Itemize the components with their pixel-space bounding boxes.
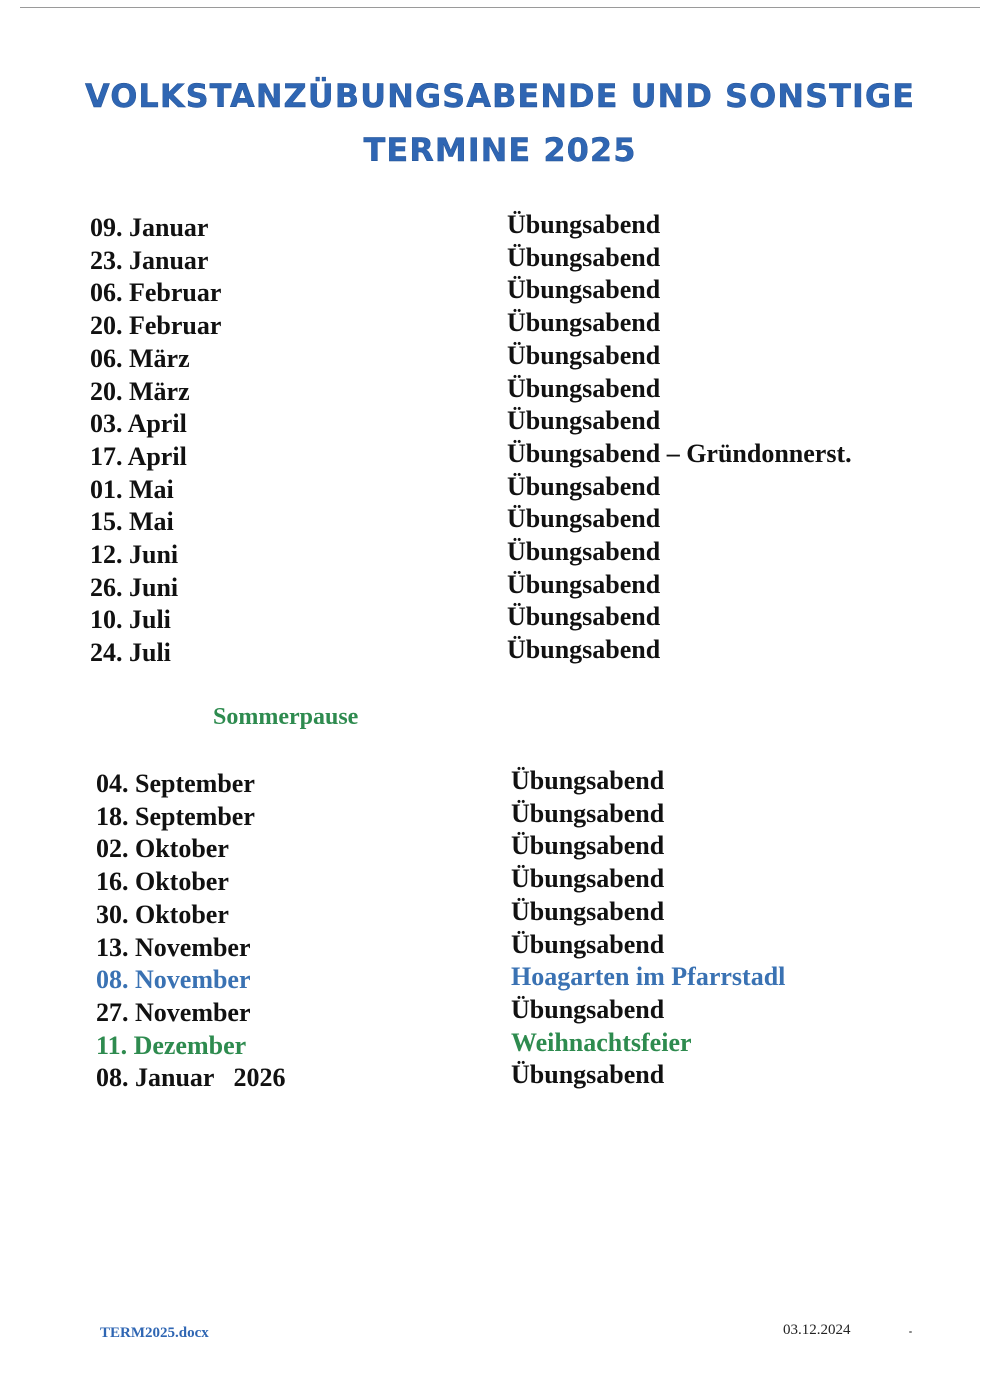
schedule-row: [0, 767, 1000, 800]
schedule-event: Übungsabend: [507, 537, 661, 566]
schedule-row: [0, 211, 1000, 244]
schedule-event: Übungsabend: [511, 798, 665, 828]
schedule-event: Übungsabend: [507, 569, 661, 599]
schedule-row: [0, 996, 1000, 1029]
schedule-date: 04. September: [96, 769, 255, 798]
schedule-date: 24. Juli: [90, 638, 171, 668]
schedule-date: 30. Oktober: [96, 899, 229, 929]
summer-break-label: Sommerpause: [213, 704, 359, 730]
schedule-row: [0, 473, 1000, 506]
schedule-row: [0, 636, 1000, 669]
schedule-event: Übungsabend: [507, 373, 661, 403]
schedule-event: Übungsabend: [507, 635, 661, 665]
schedule-date: 23. Januar: [90, 245, 209, 275]
schedule-event: Übungsabend – Gründonnerst.: [507, 438, 852, 468]
schedule-event: Übungsabend: [511, 1060, 665, 1090]
schedule-row: [0, 505, 1000, 538]
schedule-row: [0, 571, 1000, 604]
schedule-date: 10. Juli: [90, 605, 171, 635]
schedule-date: 12. Juni: [90, 540, 179, 569]
page-title-line2: TERMINE 2025: [363, 131, 637, 169]
schedule-row: [0, 342, 1000, 375]
schedule-row: [0, 865, 1000, 898]
schedule-row: [0, 800, 1000, 833]
schedule-row: [0, 440, 1000, 473]
footer-filename: TERM2025.docx: [100, 1325, 209, 1341]
schedule-date: 02. Oktober: [96, 834, 229, 864]
schedule-row: [0, 538, 1000, 571]
schedule-row: [0, 276, 1000, 309]
schedule-event: Übungsabend: [507, 340, 661, 370]
schedule-row: [0, 898, 1000, 931]
schedule-date: 15. Mai: [90, 507, 174, 537]
schedule-event: Übungsabend: [511, 896, 665, 926]
schedule-event: Übungsabend: [507, 275, 661, 305]
schedule-date: 17. April: [90, 441, 187, 471]
schedule-event: Übungsabend: [507, 471, 661, 501]
schedule-row: [0, 931, 1000, 964]
schedule-date: 27. November: [96, 997, 251, 1027]
schedule-date: 06. März: [90, 343, 190, 373]
schedule-row: [0, 832, 1000, 865]
schedule-date: 03. April: [90, 409, 187, 439]
footer-date: 03.12.2024: [783, 1322, 851, 1338]
scan-speck: [909, 1331, 912, 1333]
schedule-event: Übungsabend: [511, 831, 665, 861]
page-title-line1: VOLKSTANZÜBUNGSABENDE UND SONSTIGE: [85, 77, 915, 115]
schedule-event: Übungsabend: [511, 864, 665, 894]
schedule-date: 01. Mai: [90, 474, 174, 504]
schedule-date: 08. Januar 2026: [96, 1063, 286, 1093]
schedule-row: [0, 407, 1000, 440]
schedule-event: Übungsabend: [507, 308, 661, 338]
schedule-row: [0, 244, 1000, 277]
schedule-row: [0, 603, 1000, 636]
schedule-row: [0, 375, 1000, 408]
schedule-row: [0, 1061, 1000, 1094]
schedule-row: [0, 1029, 1000, 1062]
schedule-date: 26. Juni: [90, 572, 179, 602]
schedule-date: 06. Februar: [90, 278, 222, 308]
schedule-event: Übungsabend: [511, 994, 665, 1024]
schedule-date: 18. September: [96, 801, 255, 831]
schedule-date: 20. März: [90, 376, 190, 406]
schedule-date: 20. Februar: [90, 311, 222, 341]
schedule-event: Übungsabend: [511, 929, 665, 959]
schedule-date: 16. Oktober: [96, 867, 229, 897]
schedule-event: Übungsabend: [507, 242, 661, 272]
schedule-date: 11. Dezember: [96, 1030, 247, 1060]
schedule-event: Übungsabend: [511, 766, 665, 795]
schedule-row: [0, 309, 1000, 342]
top-divider: [20, 7, 980, 8]
schedule-event: Hoagarten im Pfarrstadl: [511, 962, 786, 992]
schedule-date: 09. Januar: [90, 213, 209, 242]
schedule-event: Übungsabend: [507, 602, 661, 632]
schedule-event: Weihnachtsfeier: [511, 1027, 692, 1057]
schedule-event: Übungsabend: [507, 210, 661, 239]
schedule-date: 13. November: [96, 932, 251, 962]
schedule-row: [0, 963, 1000, 996]
schedule-event: Übungsabend: [507, 504, 661, 534]
schedule-event: Übungsabend: [507, 406, 661, 436]
schedule-date: 08. November: [96, 965, 251, 995]
